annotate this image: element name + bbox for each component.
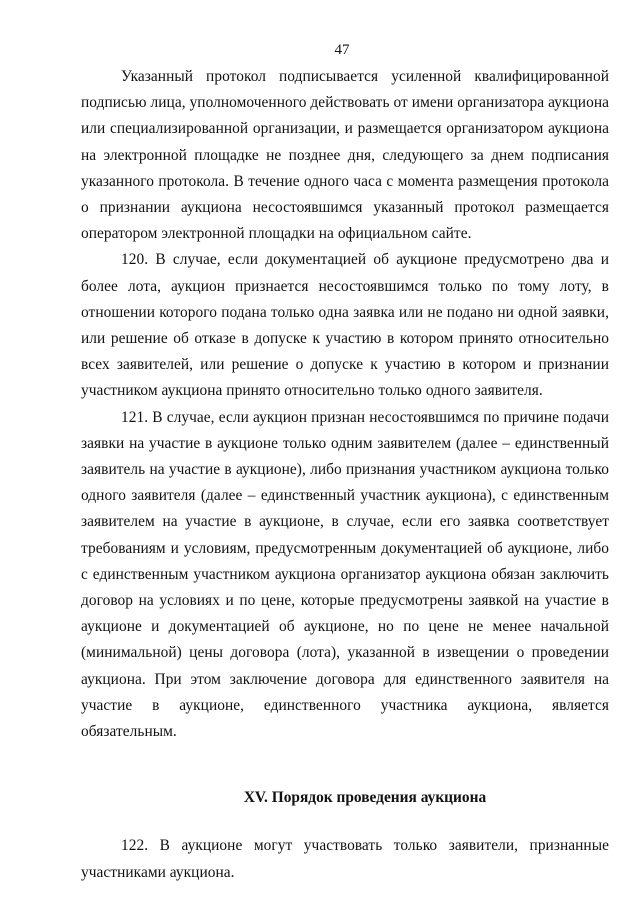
paragraph-protocol-signing: Указанный протокол подписывается усиленной квалифицированной подписью лица, уполномоченного действовать от имени организатора аукциона или специализированной организации, и размещается организатором аукциона на электронной площадке не позднее дня, следующего за днем подписания указанного протокола. В течение одного часа с момента размещения протокола о признании аукциона несостоявшимся указанный протокол размещается оператором электронной площадки на официальном сайте. <box>81 68 609 243</box>
paragraph-122: 122. В аукционе могут участвовать только заявители, признанные участниками аукциона. <box>81 837 609 881</box>
section-heading: XV. Порядок проведения аукциона <box>243 789 487 807</box>
document-body <box>81 64 609 886</box>
paragraph-121: 121. В случае, если аукцион признан несостоявшимся по причине подачи заявки на участие в аукционе только одним заявителем (далее – единственный заявитель на участие в аукционе), либо признания участником аукциона только одного заявителя (далее – единственный участник аукциона), с единственным заявителем на участие в аукционе, в случае, если его заявка соответствует требованиям и условиям, предусмотренным документацией об аукционе, либо с единственным участником аукциона организатор аукциона обязан заключить договор на условиях и по цене, которые предусмотрены заявкой на участие в аукционе и документацией об аукционе, но по цене не менее начальной (минимальной) цены договора (лота), указанной в извещении о проведении аукциона. При этом заключение договора для единственного заявителя на участие в аукционе, единственного участника аукциона, является обязательным. <box>81 408 609 741</box>
paragraph-120: 120. В случае, если документацией об аукционе предусмотрено два и более лота, аукцион признается несостоявшимся только по тому лоту, в отношении которого подана только одна заявка или не подано ни одной заявки, или решение об отказе в допуске к участию в котором принято относительно всех заявителей, или решение о допуске к участию в котором и признании участником аукциона принято относительно только одного заявителя. <box>81 251 609 400</box>
spacer <box>81 745 609 785</box>
page-number: 47 <box>334 42 350 58</box>
spacer <box>81 811 609 833</box>
